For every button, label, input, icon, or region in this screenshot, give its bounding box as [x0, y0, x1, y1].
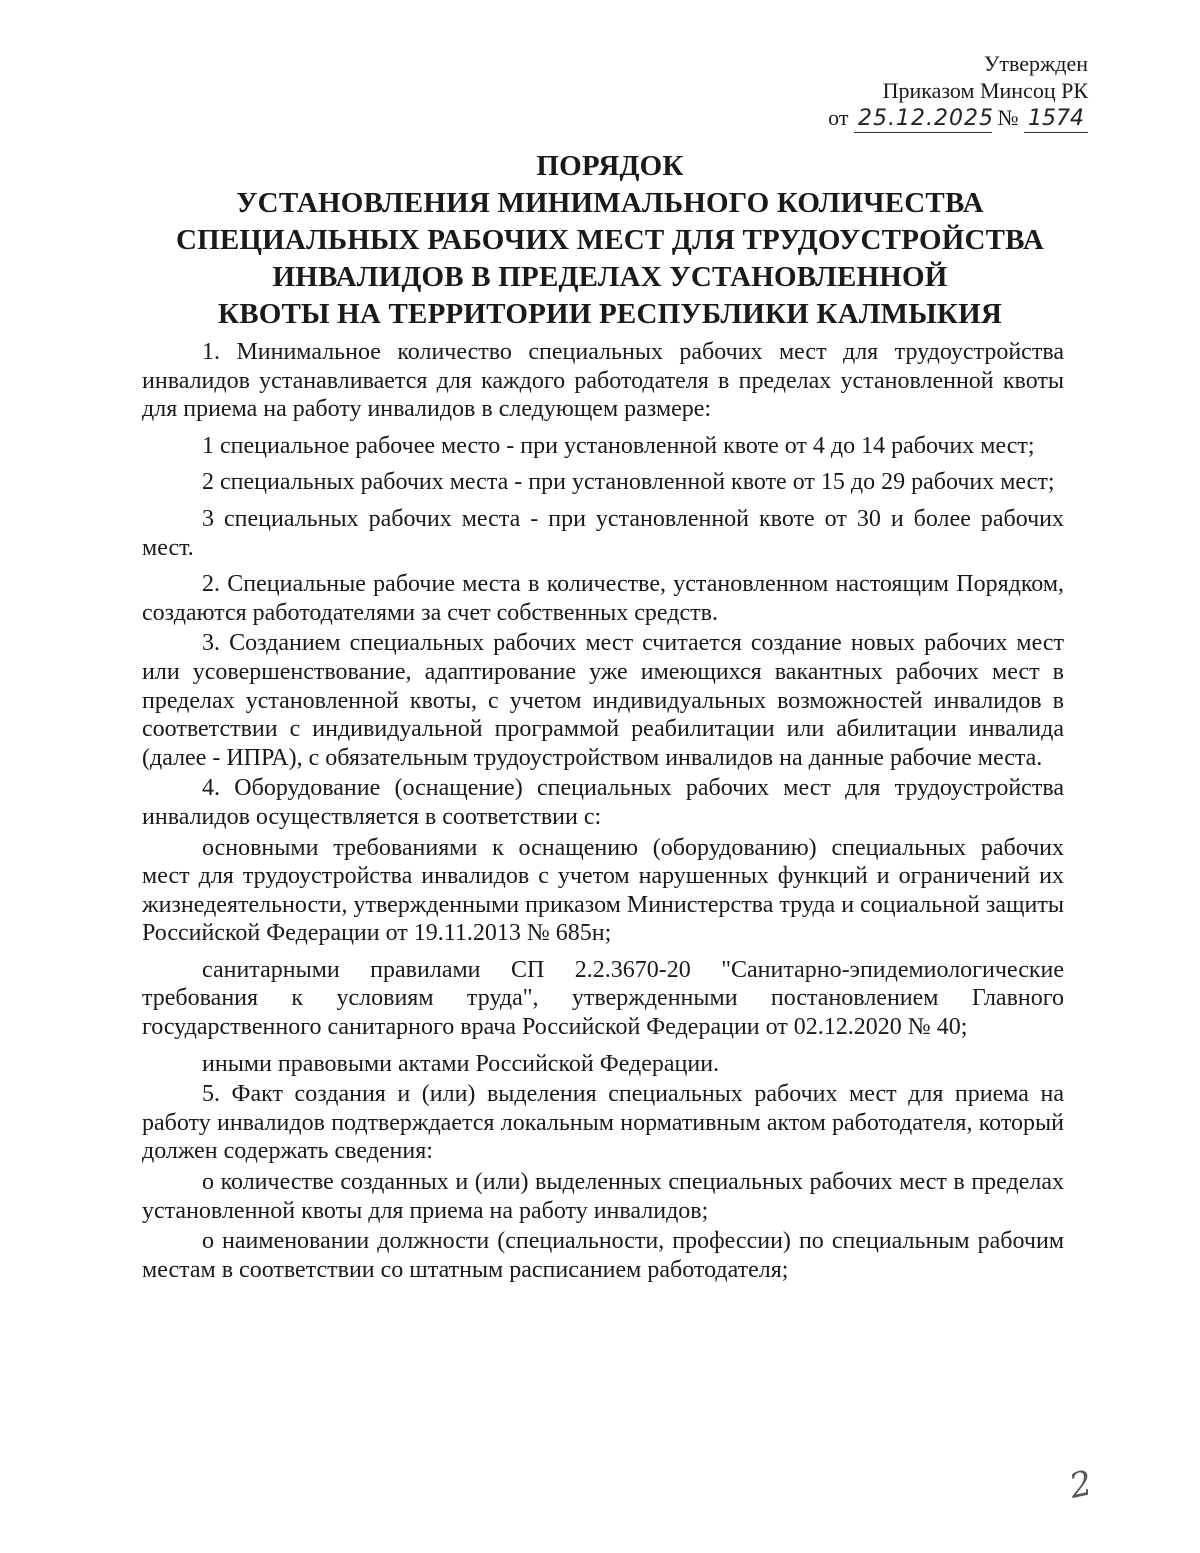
paragraph-2: 2. Специальные рабочие места в количестве, установленном настоящим Порядком, создаются работодателями за счет собственных средств. — [142, 571, 1064, 626]
paragraph-1-item-3: 3 специальных рабочих места - при установленной квоте от 30 и более рабочих мест. — [142, 505, 1064, 561]
handwritten-page-number: 2 — [1066, 1463, 1096, 1507]
approval-line-date-number — [788, 104, 1088, 133]
title-line-1: ПОРЯДОК — [536, 150, 684, 182]
approval-stamp-block — [788, 50, 1088, 133]
paragraph-5-item-1: о количестве созданных и (или) выделенных специальных рабочих мест в пределах установленной квоты для приема на работу инвалидов; — [142, 1169, 1064, 1224]
paragraph-5-item-2: о наименовании должности (специальности, профессии) по специальным рабочим местам в соответствии со штатным расписанием работодателя; — [142, 1228, 1064, 1283]
paragraph-1: 1. Минимальное количество специальных рабочих мест для трудоустройства инвалидов устанавливается для каждого работодателя в пределах установленной квоты для приема на работу инвалидов в следующем размере: — [142, 339, 1064, 423]
paragraph-4-item-1: основными требованиями к оснащению (оборудованию) специальных рабочих мест для трудоустройства инвалидов с учетом нарушенных функций и ограничений их жизнедеятельности, утвержденными приказом Министерства труда и социальной защиты Российской Федерации от 19.11.2013 № 685н; — [142, 834, 1064, 947]
paragraph-4: 4. Оборудование (оснащение) специальных рабочих мест для трудоустройства инвалидов осуществляется в соответствии с: — [142, 775, 1064, 830]
paragraph-5: 5. Факт создания и (или) выделения специальных рабочих мест для приема на работу инвалидов подтверждается локальным нормативным актом работодателя, который должен содержать сведения: — [142, 1081, 1064, 1165]
title-line-2: УСТАНОВЛЕНИЯ МИНИМАЛЬНОГО КОЛИЧЕСТВА — [236, 187, 984, 219]
approval-line-order: Приказом Минсоц РК — [882, 78, 1088, 103]
handwritten-date: 25.12.2025 — [854, 105, 992, 133]
title-line-5: КВОТЫ НА ТЕРРИТОРИИ РЕСПУБЛИКИ КАЛМЫКИЯ — [217, 298, 1003, 330]
handwritten-number: 1574 — [1024, 105, 1088, 133]
title-line-3: СПЕЦИАЛЬНЫХ РАБОЧИХ МЕСТ ДЛЯ ТРУДОУСТРОЙСТВА — [175, 224, 1045, 256]
approval-number-label: № — [997, 105, 1019, 130]
paragraph-4-item-3: иными правовыми актами Российской Федерации. — [202, 1050, 720, 1077]
document-body — [142, 338, 1064, 1286]
paragraph-1-item-2: 2 специальных рабочих места - при установленной квоте от 15 до 29 рабочих мест; — [202, 469, 1055, 496]
title-line-4: ИНВАЛИДОВ В ПРЕДЕЛАХ УСТАНОВЛЕННОЙ — [272, 261, 948, 293]
approval-from-label: от — [828, 105, 849, 130]
paragraph-3: 3. Созданием специальных рабочих мест считается создание новых рабочих мест или усовершенствование, адаптирование уже имеющихся вакантных рабочих мест в пределах установленной квоты, с учетом индивидуальных возможностей инвалидов в соответствии с индивидуальной программой реабилитации или абилитации инвалида (далее - ИПРА), с обязательным трудоустройством инвалидов на данные рабочие места. — [142, 630, 1064, 771]
paragraph-1-item-1: 1 специальное рабочее место - при установленной квоте от 4 до 14 рабочих мест; — [202, 432, 1035, 459]
paragraph-4-item-2: санитарными правилами СП 2.2.3670-20 "Санитарно-эпидемиологические требования к условиям труда", утвержденными постановлением Главного государственного санитарного врача Российской Федерации от 02.12.2020 № 40; — [142, 956, 1064, 1041]
document-title — [150, 148, 1070, 333]
approval-line-approved: Утвержден — [983, 51, 1088, 76]
